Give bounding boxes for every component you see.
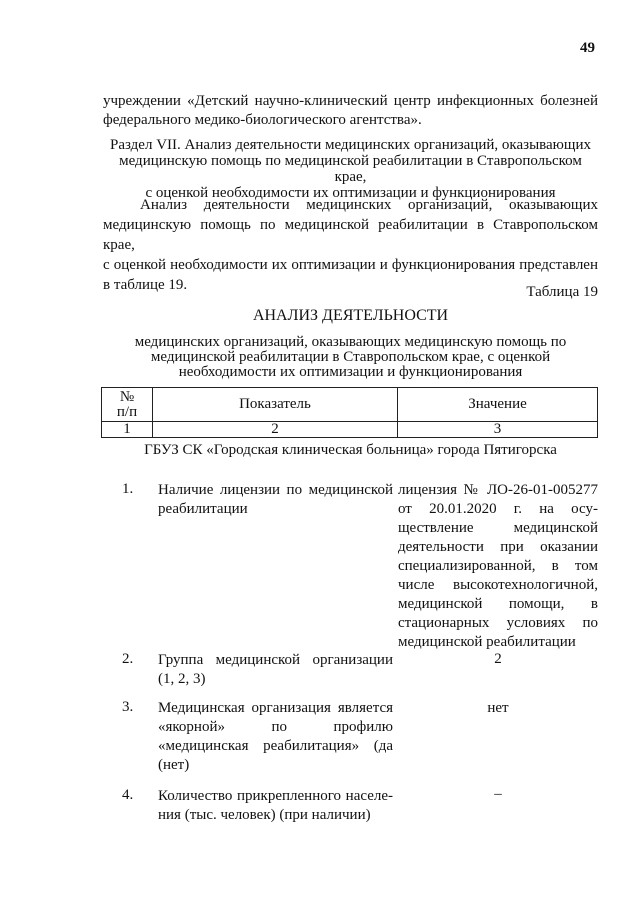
text-line: Наличие лицензии по медицинской [158, 482, 393, 498]
text-line: медицинских организаций, оказывающих медицинскую помощь по [134, 334, 567, 350]
row-indicator [158, 787, 393, 825]
text-line: от 20.01.2020 г. на осу- [398, 501, 598, 517]
header-col-3: 3 [398, 422, 598, 438]
text-line: медицинскую помощь по медицинской реабилитации в Ставропольском крае, [119, 153, 582, 185]
row-number: 2. [122, 651, 134, 667]
text-line: Раздел VII. Анализ деятельности медицинских организаций, оказывающих [110, 137, 591, 153]
header-num-line2: п/п [116, 403, 138, 420]
section-title [103, 137, 598, 201]
row-indicator [158, 651, 393, 689]
header-col-2: 2 [153, 422, 398, 438]
text-line: нет [487, 700, 509, 716]
row-value [398, 650, 598, 669]
text-line: ществление медицинской [398, 520, 598, 536]
text-line: (нет) [158, 757, 190, 773]
text-line: необходимости их оптимизации и функционирования [178, 364, 523, 380]
intro-paragraph [103, 92, 598, 130]
text-line: Медицинская организация является [158, 700, 393, 716]
row-indicator [158, 699, 393, 775]
text-line: деятельности при оказании [398, 539, 598, 555]
body-paragraph [103, 195, 598, 295]
organization-heading: ГБУЗ СК «Городская клиническая больница» города Пятигорска [144, 442, 557, 458]
text-line: Количество прикрепленного населе- [158, 788, 393, 804]
text-line: учреждении «Детский научно-клинический центр инфекционных болезней [103, 93, 598, 109]
header-col-1: 1 [102, 422, 153, 438]
header-num-cell [102, 388, 153, 422]
text-line: числе высокотехнологичной, [398, 577, 598, 593]
header-value-cell: Значение [398, 388, 598, 422]
text-line: медицинской реабилитации [398, 634, 576, 650]
text-line: «якорной» по профилю [158, 719, 393, 735]
text-line: специализированной, в том [398, 558, 598, 574]
row-indicator [158, 481, 393, 519]
text-line: ния (тыс. человек) (при наличии) [158, 807, 371, 823]
text-line: стационарных условиях по [398, 615, 598, 631]
row-value [398, 481, 598, 652]
table-label: Таблица 19 [526, 284, 598, 300]
header-num-line1: № [119, 388, 135, 405]
row-number: 1. [122, 481, 134, 497]
table-header [101, 387, 598, 438]
text-line: федерального медико-биологического агентства». [103, 112, 422, 128]
header-indicator-cell: Показатель [153, 388, 398, 422]
text-line: (1, 2, 3) [158, 671, 206, 687]
text-line: реабилитации [158, 501, 248, 517]
text-line: Анализ деятельности медицинских организаций, оказывающих [140, 197, 598, 213]
text-line: – [494, 786, 502, 802]
text-line: медицинскую помощь по медицинской реабилитации в Ставропольском крае, [103, 217, 598, 253]
text-line: 2 [494, 651, 502, 667]
row-value [398, 699, 598, 718]
text-line: медицинской помощи, в [398, 596, 598, 612]
table-title: АНАЛИЗ ДЕЯТЕЛЬНОСТИ [252, 307, 449, 324]
text-line: с оценкой необходимости их оптимизации и функционирования [145, 185, 556, 201]
row-number: 3. [122, 699, 134, 715]
table-subtitle [103, 335, 598, 380]
text-line: медицинской реабилитации в Ставропольском крае, с оценкой [150, 349, 551, 365]
text-line: Группа медицинской организации [158, 652, 393, 668]
text-line: лицензия № ЛО-26-01-005277 [398, 482, 598, 498]
text-line: «медицинская реабилитация» (да [158, 738, 393, 754]
page-number: 49 [580, 40, 595, 56]
row-number: 4. [122, 787, 134, 803]
row-value [398, 785, 598, 804]
text-line: с оценкой необходимости их оптимизации и функционирования представлен [103, 257, 598, 273]
text-line: в таблице 19. [103, 277, 188, 293]
